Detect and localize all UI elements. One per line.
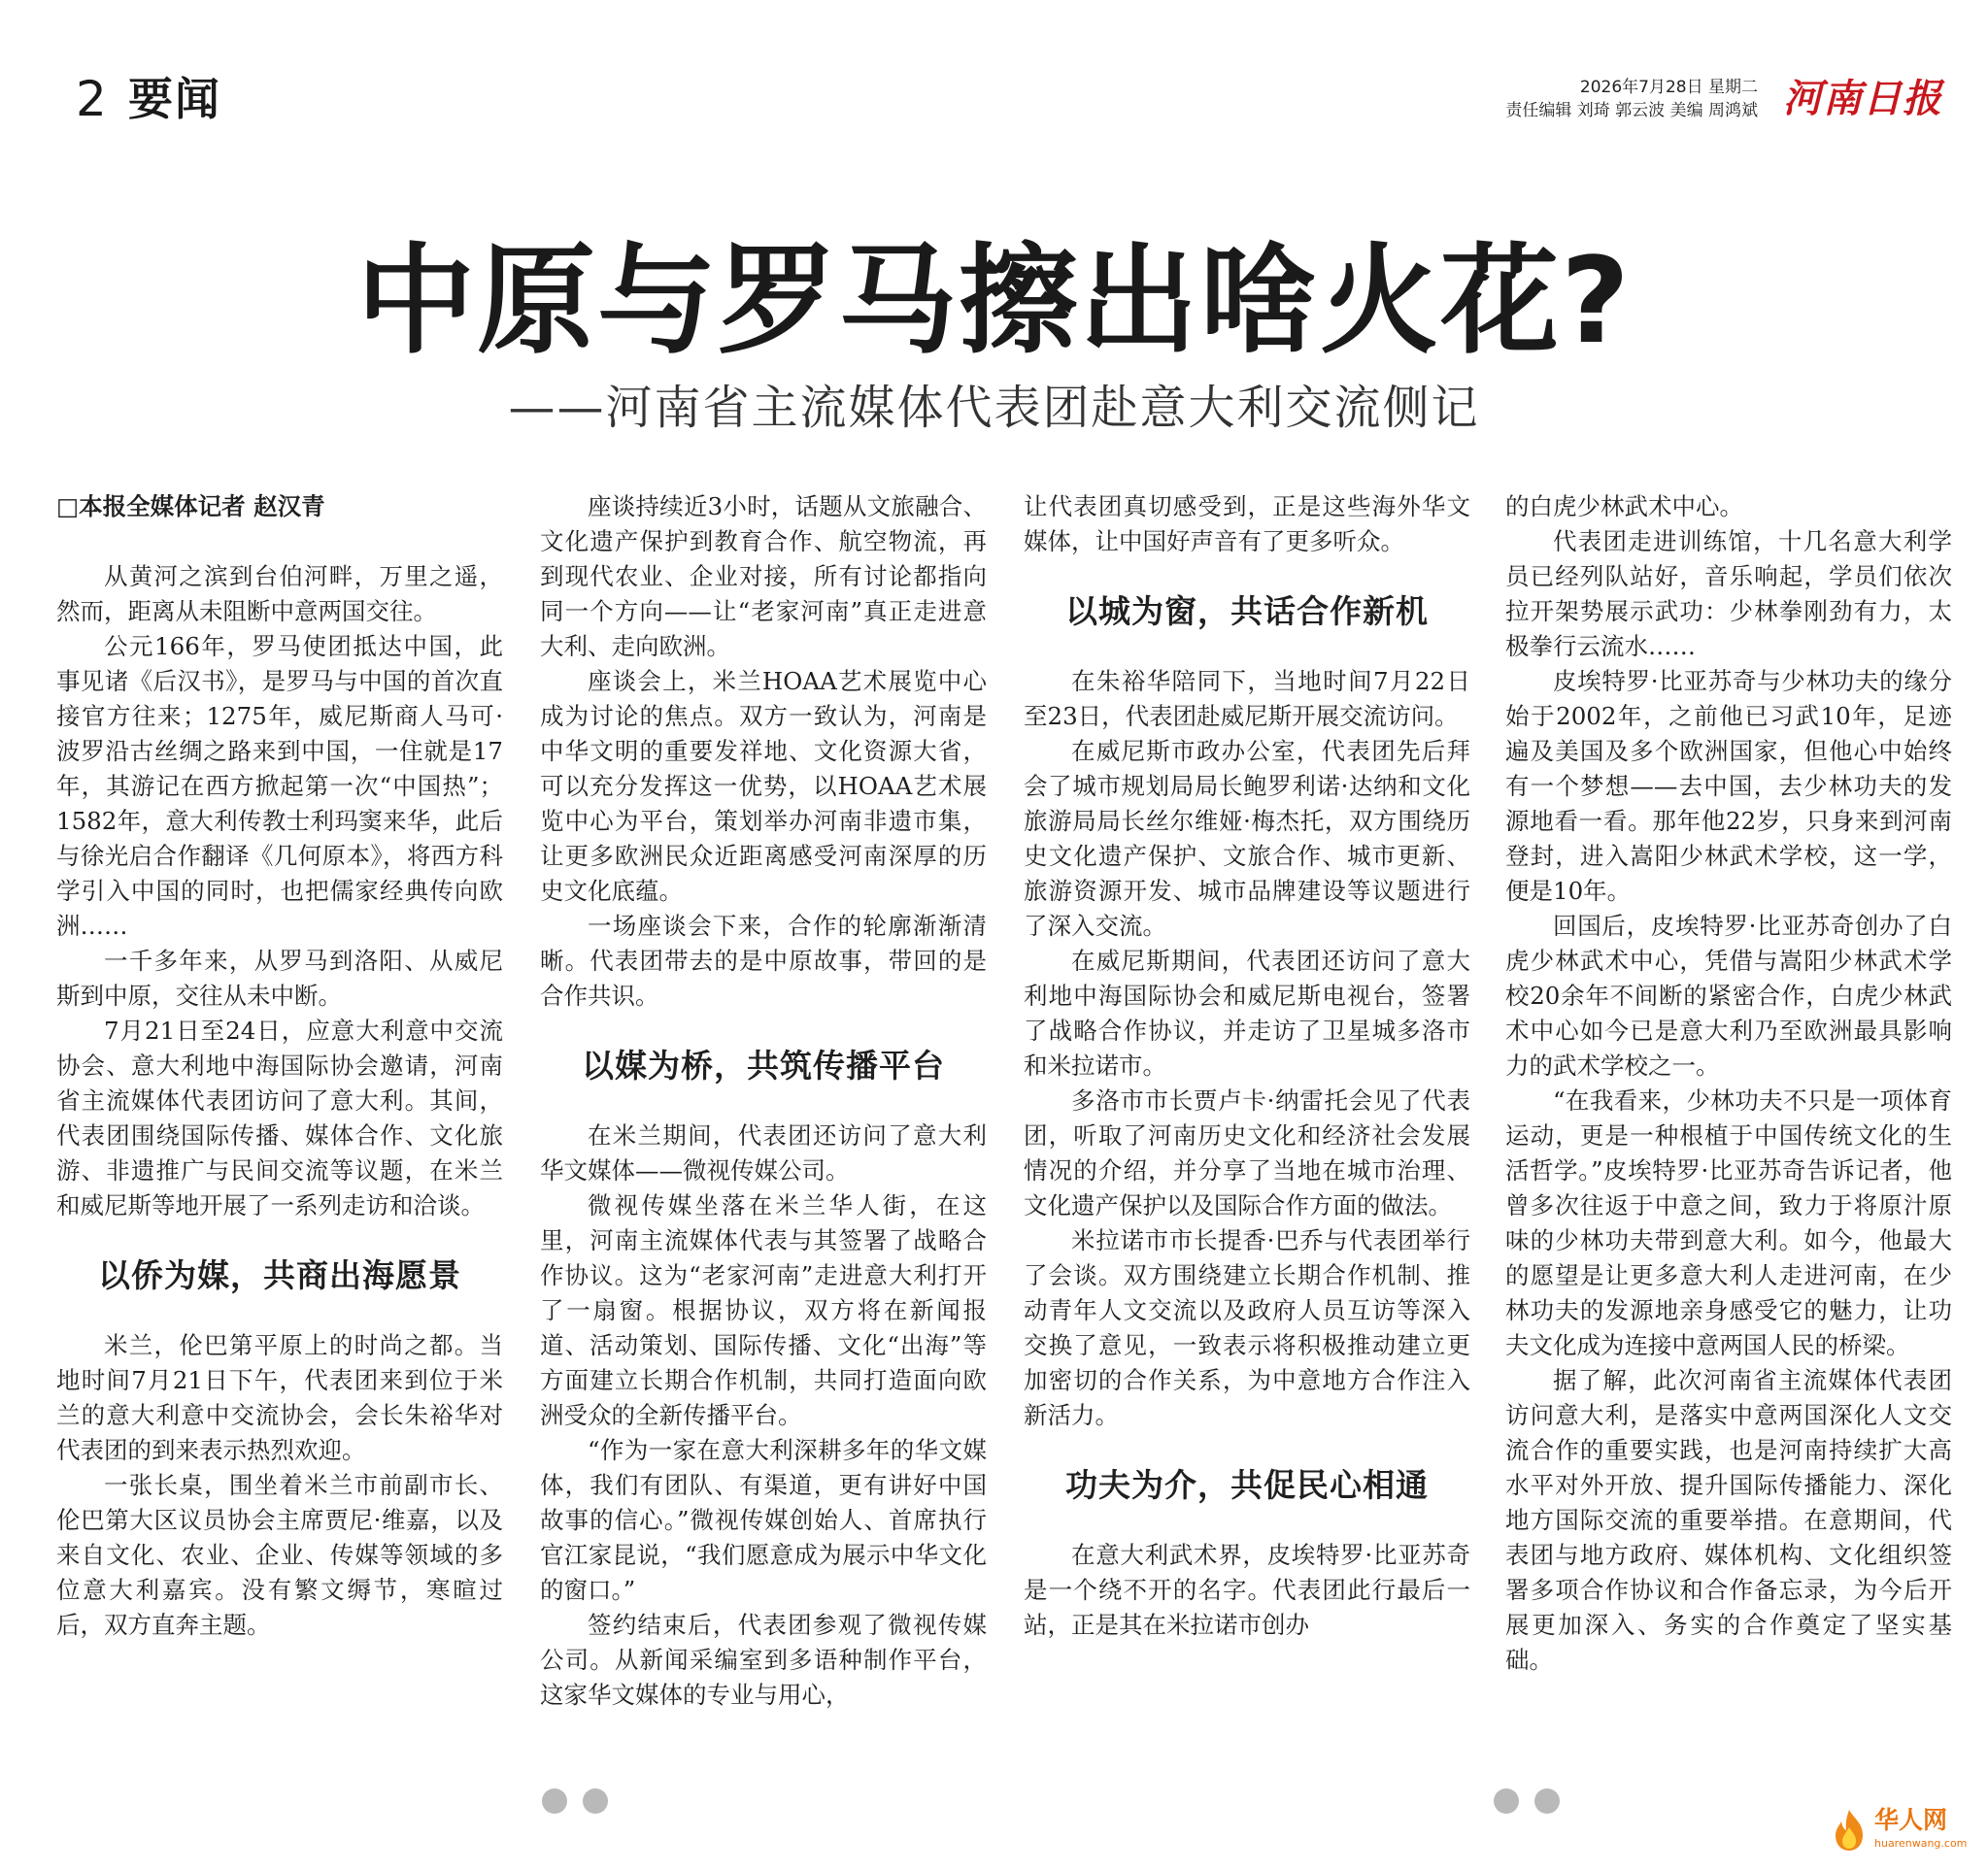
paragraph: 在威尼斯市政办公室，代表团先后拜会了城市规划局局长鲍罗利诺·达纳和文化旅游局局长丝尔维娅·梅杰托，双方围绕历史文化遗产保护、文旅合作、城市更新、旅游资源开发、城市品牌建设等议题进行了深入交流。	[1024, 737, 1470, 940]
issue-date: 2026年7月28日 星期二	[1579, 78, 1758, 97]
paragraph: 在威尼斯期间，代表团还访问了意大利地中海国际协会和威尼斯电视台，签署了战略合作协议，并走访了卫星城多洛市和米拉诺市。	[1024, 947, 1470, 1080]
watermark	[1830, 1804, 1985, 1862]
paragraph: “在我看来，少林功夫不只是一项体育运动，更是一种根植于中国传统文化的生活哲学。”皮埃特罗·比亚苏奇告诉记者，他曾多次往返于中意之间，致力于将原汁原味的少林功夫带到意大利。如今，他最大的愿望是让更多意大利人走进河南，在少林功夫的发源地亲身感受它的魅力，让功夫文化成为连接中意两国人民的桥梁。	[1505, 1086, 1952, 1359]
section-heading: 功夫为介，共促民心相通	[1065, 1466, 1429, 1504]
paragraph: 米兰，伦巴第平原上的时尚之都。当地时间7月21日下午，代表团来到位于米兰的意大利意中交流协会，会长朱裕华对代表团的到来表示热烈欢迎。	[56, 1331, 503, 1464]
paragraph: 回国后，皮埃特罗·比亚苏奇创办了白虎少林武术中心，凭借与嵩阳少林武术学校20余年不间断的紧密合作，白虎少林武术中心如今已是意大利乃至欧洲最具影响力的武术学校之一。	[1505, 912, 1952, 1080]
page-dot	[583, 1788, 608, 1814]
editor-credits: 责任编辑 刘琦 郭云波 美编 周鸿斌	[1505, 101, 1758, 120]
page-dot	[1494, 1788, 1519, 1814]
paragraph: 让代表团真切感受到，正是这些海外华文媒体，让中国好声音有了更多听众。	[1024, 492, 1470, 555]
article-column-4	[1505, 489, 1952, 1678]
flame-logo-icon	[1830, 1808, 1869, 1853]
paragraph: “作为一家在意大利深耕多年的华文媒体，我们有团队、有渠道，更有讲好中国故事的信心。”微视传媒创始人、首席执行官江家昆说，“我们愿意成为展示中华文化的窗口。”	[540, 1436, 987, 1604]
paragraph: 米拉诺市市长提香·巴乔与代表团举行了会谈。双方围绕建立长期合作机制、推动青年人文交流以及政府人员互访等深入交换了意见，一致表示将积极推动建立更加密切的合作关系，为中意地方合作注入新活力。	[1024, 1226, 1470, 1429]
article-headline: 中原与罗马擦出啥火花?	[356, 232, 1632, 370]
article-column-2	[540, 489, 987, 1713]
watermark-name: 华人网	[1874, 1806, 1948, 1834]
page-dot	[542, 1788, 567, 1814]
watermark-url: huarenwang.com	[1874, 1837, 1968, 1850]
paragraph: 微视传媒坐落在米兰华人街，在这里，河南主流媒体代表与其签署了战略合作协议。这为“老家河南”走进意大利打开了一扇窗。根据协议，双方将在新闻报道、活动策划、国际传播、文化“出海”等方面建立长期合作机制，共同打造面向欧洲受众的全新传播平台。	[540, 1191, 987, 1429]
paragraph: 一千多年来，从罗马到洛阳、从威尼斯到中原，交往从未中断。	[56, 947, 503, 1010]
paragraph: 座谈会上，米兰HOAA艺术展览中心成为讨论的焦点。双方一致认为，河南是中华文明的重要发祥地、文化资源大省，可以充分发挥这一优势，以HOAA艺术展览中心为平台，策划举办河南非遗市集，让更多欧洲民众近距离感受河南深厚的历史文化底蕴。	[540, 667, 987, 905]
paragraph: 在米兰期间，代表团还访问了意大利华文媒体——微视传媒公司。	[540, 1121, 987, 1185]
paragraph: 一场座谈会下来，合作的轮廓渐渐清晰。代表团带去的是中原故事，带回的是合作共识。	[540, 912, 987, 1010]
article-column-3	[1024, 489, 1470, 1643]
paragraph: 在朱裕华陪同下，当地时间7月22日至23日，代表团赴威尼斯开展交流访问。	[1024, 667, 1470, 730]
section-heading: 以媒为桥，共筑传播平台	[582, 1047, 945, 1085]
masthead-info	[1457, 76, 1758, 122]
paragraph: 据了解，此次河南省主流媒体代表团访问意大利，是落实中意两国深化人文交流合作的重要实践，也是河南持续扩大高水平对外开放、提升国际传播能力、深化地方国际交流的重要举措。在意期间，代表团与地方政府、媒体机构、文化组织签署多项合作协议和合作备忘录，为今后开展更加深入、务实的合作奠定了坚实基础。	[1505, 1366, 1952, 1674]
page-dot	[1534, 1788, 1560, 1814]
page-number: 2	[76, 71, 107, 127]
paragraph: 座谈持续近3小时，话题从文旅融合、文化遗产保护到教育合作、航空物流，再到现代农业、企业对接，所有讨论都指向同一个方向——让“老家河南”真正走进意大利、走向欧洲。	[540, 492, 987, 660]
paragraph: 在意大利武术界，皮埃特罗·比亚苏奇是一个绕不开的名字。代表团此行最后一站，正是其在米拉诺市创办	[1024, 1541, 1470, 1639]
paragraph: 签约结束后，代表团参观了微视传媒公司。从新闻采编室到多语种制作平台，这家华文媒体的专业与用心，	[540, 1611, 987, 1709]
paragraph: 公元166年，罗马使团抵达中国，此事见诸《后汉书》，是罗马与中国的首次直接官方往来；1275年，威尼斯商人马可·波罗沿古丝绸之路来到中国，一住就是17年，其游记在西方掀起第一次“中国热”；1582年，意大利传教士利玛窦来华，此后与徐光启合作翻译《几何原本》，将西方科学引入中国的同时，也把儒家经典传向欧洲……	[56, 632, 503, 940]
byline: □本报全媒体记者 赵汉青	[56, 492, 325, 520]
paragraph: 7月21日至24日，应意大利意中交流协会、意大利地中海国际协会邀请，河南省主流媒体代表团访问了意大利。其间，代表团围绕国际传播、媒体合作、文化旅游、非遗推广与民间交流等议题，在米兰和威尼斯等地开展了一系列走访和洽谈。	[56, 1017, 503, 1219]
newspaper-logo: 河南日报	[1783, 76, 1942, 121]
paragraph: 多洛市市长贾卢卡·纳雷托会见了代表团，听取了河南历史文化和经济社会发展情况的介绍，并分享了当地在城市治理、文化遗产保护以及国际合作方面的做法。	[1024, 1086, 1470, 1219]
section-heading: 以城为窗，共话合作新机	[1065, 592, 1429, 630]
paragraph: 皮埃特罗·比亚苏奇与少林功夫的缘分始于2002年，之前他已习武10年，足迹遍及美国及多个欧洲国家，但他心中始终有一个梦想——去中国，去少林功夫的发源地看一看。那年他22岁，只身来到河南登封，进入嵩阳少林武术学校，这一学，便是10年。	[1505, 667, 1952, 905]
section-heading: 以侨为媒，共商出海愿景	[98, 1256, 461, 1294]
article-subtitle: ——河南省主流媒体代表团赴意大利交流侧记	[508, 381, 1480, 435]
paragraph: 的白虎少林武术中心。	[1505, 492, 1743, 520]
paragraph: 从黄河之滨到台伯河畔，万里之遥，然而，距离从未阻断中意两国交往。	[56, 562, 503, 625]
section-title: 要闻	[128, 73, 221, 125]
paragraph: 一张长桌，围坐着米兰市前副市长、伦巴第大区议员协会主席贾尼·维嘉，以及来自文化、农业、企业、传媒等领域的多位意大利嘉宾。没有繁文缛节，寒暄过后，双方直奔主题。	[56, 1471, 503, 1639]
paragraph: 代表团走进训练馆，十几名意大利学员已经列队站好，音乐响起，学员们依次拉开架势展示武功：少林拳刚劲有力，太极拳行云流水……	[1505, 527, 1952, 660]
article-column-1	[56, 489, 503, 1643]
